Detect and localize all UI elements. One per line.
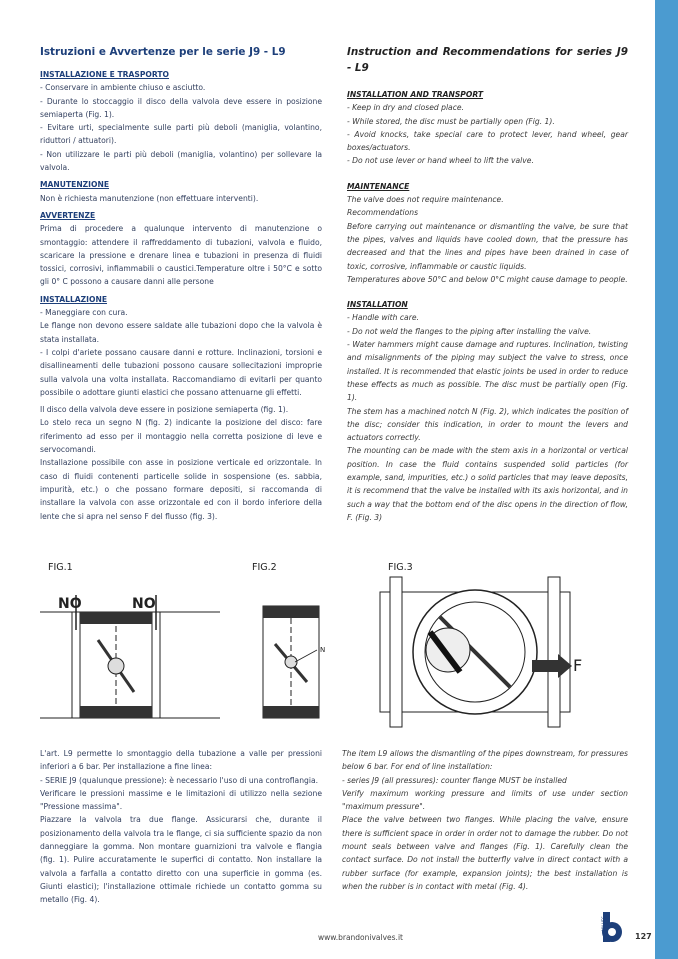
paragraph: Non è richiesta manutenzione (non effettuare interventi). [40, 193, 259, 203]
brandoni-logo-icon [595, 912, 625, 942]
paragraph: - Evitare urti, specialmente sulle parti più deboli (maniglia, volantino, riduttori / attuatori). [40, 123, 322, 146]
english-column [347, 44, 628, 524]
heading-warnings-it: AVVERTENZE [40, 210, 96, 220]
paragraph: Temperatures above 50°C and below 0°C might cause damage to people. [347, 274, 628, 284]
italian-bottom-text [40, 747, 322, 907]
fig2-label: FIG.2 [252, 562, 277, 573]
heading-transport-it: INSTALLAZIONE E TRASPORTO [40, 70, 170, 79]
paragraph: Le flange non devono essere saldate alle tubazioni dopo che la valvola è stata installata. [40, 321, 322, 344]
fig3-flow-label: F [573, 656, 583, 675]
paragraph: - Do not weld the flanges to the piping after installing the valve. [347, 326, 592, 336]
fig2-notch-label: N [320, 646, 326, 654]
paragraph: The item L9 allows the dismantling of the pipes downstream, for pressures below 6 bar. For end of line installation: [342, 749, 628, 772]
heading-installation-en: INSTALLATION [347, 300, 408, 310]
paragraph: - Maneggiare con cura. [40, 308, 128, 318]
fig3-diagram [360, 572, 610, 737]
page-number: 127 [635, 932, 652, 941]
paragraph: The stem has a machined notch N (Fig. 2), which indicates the position of the disc; consider this indication, in order to mount the levers and actuators correctly. [347, 406, 628, 443]
paragraph: - While stored, the disc must be partially open (Fig. 1). [347, 116, 555, 126]
heading-transport-en: INSTALLATION AND TRANSPORT [347, 90, 484, 99]
paragraph: Installazione possibile con asse in posizione verticale ed orizzontale. In caso di fluidi contenenti particelle solide in sospensione (es. sabbia, impurità, etc.) o che possano formare depositi, si raccomanda di installare la valvola con asse orizzontale ed con il bordo inferiore della lente che si apra nel senso F del flusso (fig. 3). [40, 458, 322, 521]
paragraph: Lo stelo reca un segno N (fig. 2) indicante la posizione del disco: fare riferimento ad esso per il montaggio nella corretta posizione di leve e servocomandi. [40, 418, 322, 455]
side-color-stripe [655, 0, 678, 959]
paragraph: Piazzare la valvola tra due flange. Assicurarsi che, durante il posizionamento della valvola tra le flange, ci sia sufficiente spazio da non danneggiare la gomma. Non montare guarnizioni tra valvole e flangia (fig. 1). Pulire accuratamente le superfici di contatto. Non installare la valvola a farfalla a contatto diretto con una superficie in gomma (es. Giunti elastici); l'installazione ottimale richiede un contatto gomma su metallo (Fig. 4). [40, 815, 322, 905]
heading-installation-it: INSTALLAZIONE [40, 294, 108, 304]
paragraph: Recommendations [347, 208, 419, 218]
paragraph: Verify maximum working pressure and limits of use under section "maximum pressure". [342, 788, 628, 812]
website-link[interactable]: www.brandonivalves.it [318, 933, 403, 942]
heading-maintenance-it: MANUTENZIONE [40, 180, 110, 190]
paragraph: - Handle with care. [347, 313, 419, 323]
fig3-label: FIG.3 [388, 562, 413, 573]
fig1-no-right: NO [132, 596, 156, 612]
paragraph: - Conservare in ambiente chiuso e asciutto. [40, 83, 206, 93]
paragraph: - SERIE J9 (qualunque pressione): è necessario l'uso di una controflangia. [40, 775, 319, 785]
heading-maintenance-en: MAINTENANCE [347, 181, 410, 191]
italian-column [40, 44, 322, 523]
english-bottom-text [342, 747, 628, 893]
paragraph: - Non utilizzare le parti più deboli (maniglia, volantino) per sollevare la valvola. [40, 149, 322, 173]
paragraph: L'art. L9 permette lo smontaggio della tubazione a valle per pressioni inferiori a 6 bar. Per installazione a fine linea: [40, 749, 322, 772]
paragraph: Il disco della valvola deve essere in posizione semiaperta (fig. 1). [40, 405, 289, 415]
paragraph: - series J9 (all pressures): counter flange MUST be installed [342, 775, 567, 785]
paragraph: Place the valve between two flanges. While placing the valve, ensure there is sufficient space in order in order not to damage the rubber. Do not mount seals between valve and flanges (Fig. 1). Carefully clean the contact surface. Do not install the butterfly valve in direct contact with a rubber surface (for example, expansion joints); the best installation is when the rubber is in contact with metal (Fig. 4). [342, 815, 628, 891]
english-title: Instruction and Recommendations for series J9 - L9 [347, 46, 628, 74]
fig1-label: FIG.1 [48, 562, 73, 573]
italian-title: Istruzioni e Avvertenze per le serie J9 - L9 [40, 46, 286, 58]
paragraph: The valve does not require maintenance. [347, 195, 504, 205]
paragraph: - I colpi d'ariete possano causare danni e rotture. Inclinazioni, torsioni e disallineamenti delle tubazioni possono causare sollecitazioni improprie sulla valvola una volta installata. Raccomandiamo di evitarli per quanto possibile o adottare giunti elastici che possano attenuarne gli effetti. [40, 347, 322, 397]
fig1-no-left: NO [58, 596, 82, 612]
paragraph: - Avoid knocks, take special care to protect lever, hand wheel, gear boxes/actuators. [347, 129, 628, 153]
logo-text: VALVES [601, 916, 606, 931]
paragraph: - Water hammers might cause damage and ruptures. Inclination, twisting and misalignments of the piping may subject the valve to stress, once installed. It is recommended that elastic joints be used in order to reduce these effects as much as possible. The disc must be partially open (Fig. 1). [347, 340, 628, 403]
paragraph: - Durante lo stoccaggio il disco della valvola deve essere in posizione semiaperta (Fig. 1). [40, 96, 322, 119]
paragraph: The mounting can be made with the stem axis in a horizontal or vertical position. In case the fluid contains suspended solid particles (for example, sand, impurities, etc.) o solid particles that may leave deposits, it is recommend that the valve be installed with its axis horizontal, and in such a way that the bottom end of the disc opens in the direction of flow, F. (Fig. 3) [347, 446, 628, 522]
paragraph: Prima di procedere a qualunque intervento di manutenzione o smontaggio: attendere il raffreddamento di tubazioni, valvola e fluido, scaricare la pressione e drenare linea e tubazioni in presenza di fluidi tossici, corrosivi, infiammabili o caustici.Temperature oltre i 50°C e sotto gli 0° C possono a causare danni alle persone [40, 224, 322, 287]
paragraph: Before carrying out maintenance or dismantling the valve, be sure that the pipes, valves and liquids have cooled down, that the pressure has decreased and that the lines and pipes have been drained in case of toxic, corrosive, inflammable or caustic liquids. [347, 221, 628, 271]
paragraph: - Keep in dry and closed place. [347, 103, 464, 113]
paragraph: Verificare le pressioni massime e le limitazioni di utilizzo nella sezione "Pressione massima". [40, 788, 322, 812]
fig2-diagram [255, 600, 335, 725]
paragraph: - Do not use lever or hand wheel to lift the valve. [347, 156, 534, 166]
